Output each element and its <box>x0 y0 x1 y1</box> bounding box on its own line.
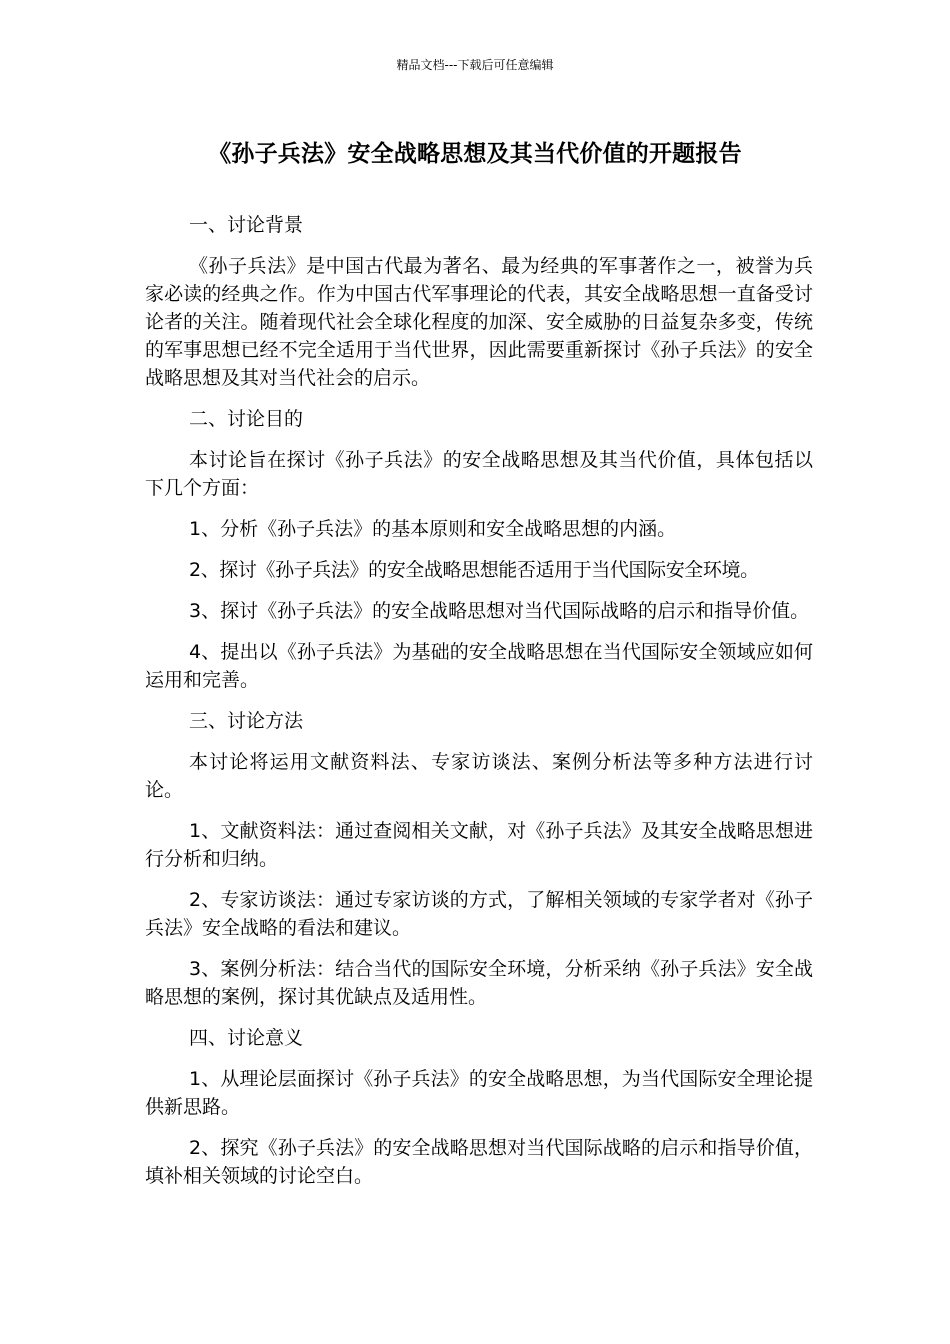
section-2-heading: 二、讨论目的 <box>189 408 304 430</box>
section-4-heading: 四、讨论意义 <box>189 1027 304 1049</box>
section-2-item-2: 2、探讨《孙子兵法》的安全战略思想能否适用于当代国际安全环境。 <box>189 559 759 581</box>
header-note: 精品文档---下载后可任意编辑 <box>396 58 554 72</box>
document-body <box>145 211 813 1203</box>
section-2-item-4: 4、提出以《孙子兵法》为基础的安全战略思想在当代国际安全领域应如何运用和完善。 <box>145 641 813 691</box>
section-2-item-3: 3、探讨《孙子兵法》的安全战略思想对当代国际战略的启示和指导价值。 <box>189 600 810 622</box>
section-3-item-2: 2、专家访谈法：通过专家访谈的方式，了解相关领域的专家学者对《孙子兵法》安全战略的看法和建议。 <box>145 889 813 939</box>
section-3-heading: 三、讨论方法 <box>189 710 304 732</box>
section-3-item-1: 1、文献资料法：通过查阅相关文献，对《孙子兵法》及其安全战略思想进行分析和归纳。 <box>145 820 813 870</box>
section-3-intro: 本讨论将运用文献资料法、专家访谈法、案例分析法等多种方法进行讨论。 <box>145 751 813 801</box>
document-title: 《孙子兵法》安全战略思想及其当代价值的开题报告 <box>208 141 742 167</box>
section-4-item-2: 2、探究《孙子兵法》的安全战略思想对当代国际战略的启示和指导价值，填补相关领域的讨论空白。 <box>145 1137 813 1187</box>
section-2-intro: 本讨论旨在探讨《孙子兵法》的安全战略思想及其当代价值，具体包括以下几个方面： <box>145 449 813 499</box>
section-1-heading: 一、讨论背景 <box>189 214 304 236</box>
section-4-item-1: 1、从理论层面探讨《孙子兵法》的安全战略思想，为当代国际安全理论提供新思路。 <box>145 1068 813 1118</box>
section-3-item-3: 3、案例分析法：结合当代的国际安全环境，分析采纳《孙子兵法》安全战略思想的案例，探讨其优缺点及适用性。 <box>145 958 813 1008</box>
section-1-paragraph: 《孙子兵法》是中国古代最为著名、最为经典的军事著作之一，被誉为兵家必读的经典之作。作为中国古代军事理论的代表，其安全战略思想一直备受讨论者的关注。随着现代社会全球化程度的加深、安全威胁的日益复杂多变，传统的军事思想已经不完全适用于当代世界，因此需要重新探讨《孙子兵法》的安全战略思想及其对当代社会的启示。 <box>145 255 813 389</box>
section-2-item-1: 1、分析《孙子兵法》的基本原则和安全战略思想的内涵。 <box>189 518 677 540</box>
